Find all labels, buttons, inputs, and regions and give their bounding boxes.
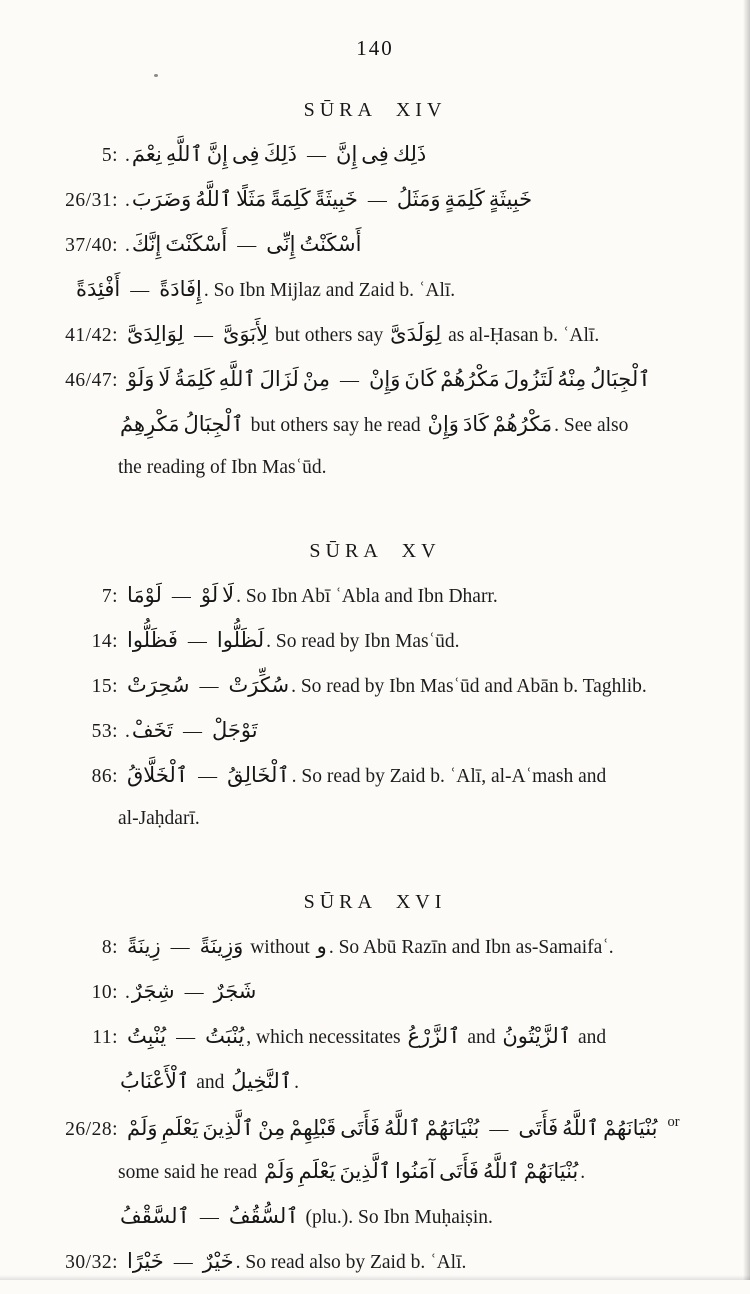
dash-separator: — [171,586,191,607]
table-row [60,718,698,763]
dash-separator: — [173,1252,193,1273]
arabic-phrase [125,673,192,697]
verse-number: 14: [91,631,118,652]
english-text: . [125,721,130,742]
english-text: but others say [270,325,389,346]
dash-separator: — [339,370,359,391]
arabic-word: ٱلزَّرْعُ [407,1024,461,1048]
arabic-phrase [125,322,186,346]
arabic-word: ٱلَّذِينَ [339,1159,392,1183]
arabic-word: ٱلَّذِينَ [202,1116,254,1140]
table-row [60,322,698,367]
english-text: . [125,982,130,1003]
arabic-word: ٱللَّهُ [562,1116,600,1140]
arabic-phrase [130,718,175,742]
arabic-phrase [212,979,259,1003]
arabic-phrase [516,1116,659,1140]
table-row [60,142,698,187]
scan-speck [154,74,158,77]
arabic-word: و [316,934,327,958]
line-content [118,457,698,479]
line-content [125,142,698,167]
arabic-word: ٱلسُّقُفُ [228,1204,299,1228]
arabic-phrase [405,1024,462,1048]
dash-separator: — [170,937,190,958]
arabic-word: إِنَّكَ [131,232,162,256]
line-content [125,1024,698,1049]
english-text: . So read also by Zaid b. ʿAlī. [235,1252,467,1273]
line-content [125,187,698,212]
entry-line [60,979,698,1024]
arabic-word: شَجَرٌ [213,979,257,1003]
arabic-word: أَسْكَنْتَ [165,232,228,256]
entry-line [60,934,698,979]
arabic-phrase [125,628,180,652]
dash-separator: — [193,325,213,346]
english-text: as al-Ḥasan b. ʿAlī. [443,325,600,346]
entry-line [60,322,698,367]
arabic-word: خَيْرًا [127,1249,164,1273]
english-text: and [462,1027,501,1048]
sura-heading: SŪRA XV [309,540,441,562]
arabic-word: بُنْيَانَهُمْ [523,1159,579,1183]
arabic-word: إِنَّ [336,142,358,166]
dash-separator: — [176,1027,196,1048]
entry-line [60,232,698,277]
english-text: . So read by Ibn Masʿūd. [266,631,460,652]
arabic-word: يَعْلَمِ [298,1159,336,1183]
arabic-phrase [229,1069,294,1093]
line-content [118,1069,698,1094]
entry-line [60,673,698,718]
english-text: . So read by Zaid b. ʿAlī, al-Aʿmash and [291,766,607,787]
arabic-word: ٱللَّهُ [195,187,233,211]
arabic-word: لَظَلُّوا [216,628,265,652]
entry-line [60,457,698,502]
line-content [125,1249,698,1274]
verse-number: 7: [101,586,118,607]
english-text: . [294,1072,299,1093]
table-row [60,232,698,322]
line-content [125,673,698,698]
sections-root [0,99,750,1294]
verse-number: 26/31: [65,190,118,211]
arabic-word: ٱللَّهِ [165,142,203,166]
table-row [60,187,698,232]
table-row [60,979,698,1024]
arabic-word: سُكِّرَتْ [228,673,290,697]
arabic-word: أَسْكَنْتُ [299,232,362,256]
entry-line [60,808,698,853]
verse-number: 26/28: [65,1119,118,1140]
arabic-word: وَضَرَبَ [131,187,192,211]
arabic-word: يُنْبِتُ [127,1024,167,1048]
arabic-phrase [225,763,292,787]
arabic-word: وَإِنْ [368,367,401,391]
arabic-word: وَلَوْ [127,367,155,391]
entry-line [60,187,698,232]
arabic-phrase [210,718,260,742]
arabic-word: لَا [222,583,235,607]
english-text: . See also [554,415,629,436]
arabic-word: ٱللَّهُ [384,1116,421,1140]
arabic-word: زِينَةً [127,934,161,958]
english-text: some said he read [118,1162,263,1183]
dash-separator: — [199,1207,219,1228]
arabic-word: ذَلِكَ [263,142,298,166]
line-content [125,322,698,347]
arabic-word: لِأَبَوَىَّ [222,322,269,346]
arabic-word: نِعْمَ [131,142,162,166]
line-content [74,277,698,302]
or-superscript: or [667,1114,680,1130]
arabic-word: لَزَالَ [259,367,299,391]
line-content [125,979,698,1004]
line-content [118,1204,698,1229]
english-text: . So Ibn Abī ʿAbla and Ibn Dharr. [236,586,498,607]
line-content [125,232,698,257]
arabic-phrase [157,277,204,301]
arabic-word: ٱلْخَلَّاقُ [127,763,189,787]
arabic-word: ٱلسَّقْفُ [120,1204,190,1228]
arabic-word: كَلِمَةٍ [444,187,485,211]
arabic-word: مَكْرِهِمُ [120,412,180,436]
entry-line [60,583,698,628]
entry-line [60,412,698,457]
line-content [125,934,698,959]
arabic-phrase [199,583,236,607]
arabic-word: يُنْبَتُ [205,1024,245,1048]
dash-separator: — [187,631,207,652]
page-number: 140 [356,36,394,60]
arabic-word: فِى [361,142,389,166]
dash-separator: — [489,1119,509,1140]
arabic-word: إِفَادَةً [159,277,202,301]
arabic-phrase [130,142,299,166]
arabic-word: تَوْجَلْ [212,718,258,742]
arabic-phrase [388,322,443,346]
arabic-word: خَبِيثَةٍ [488,187,533,211]
arabic-phrase [395,187,534,211]
arabic-word: لَوْمَا [127,583,162,607]
dash-separator: — [130,280,150,301]
line-content [125,1114,698,1141]
arabic-phrase [118,412,246,436]
arabic-phrase [125,1116,481,1140]
dash-separator: — [184,982,204,1003]
arabic-word: وَإِنْ [427,412,459,436]
sura-heading: SŪRA XVI [303,891,447,913]
arabic-word: ٱللَّهُ [482,1159,520,1183]
arabic-word: إِنِّى [266,232,296,256]
arabic-word: كَانَ [404,367,437,391]
line-content [125,583,698,608]
arabic-word: لِوَالِدَىَّ [127,322,184,346]
arabic-word: كَادَ [462,412,489,436]
arabic-word: يَعْلَمِ [161,1116,199,1140]
entry-line [60,763,698,808]
arabic-phrase [125,934,163,958]
sura-heading: SŪRA XIV [303,99,447,121]
arabic-word: سُحِرَتْ [127,673,190,697]
entry-line [60,1204,698,1249]
arabic-phrase [125,367,332,391]
entry-line [60,1114,698,1159]
arabic-word: مِنْ [257,1116,286,1140]
verse-number: 5: [101,145,118,166]
arabic-phrase [201,1249,236,1273]
english-text: , which necessitates [246,1027,406,1048]
entry-line [60,718,698,763]
english-text: . [125,190,130,211]
entry-line [60,1024,698,1069]
verse-number: 10: [91,982,118,1003]
arabic-phrase [315,934,329,958]
arabic-phrase [334,142,428,166]
table-row [60,1114,698,1249]
entries-block [0,934,750,1294]
english-text: . So Abū Razīn and Ibn as-Samaifaʿ. [328,937,614,958]
english-text: but others say he read [245,415,426,436]
arabic-word: ٱلزَّيْتُونُ [502,1024,572,1048]
entry-line [60,277,698,322]
arabic-word: وَزِينَةً [199,934,244,958]
arabic-word: خَيْرٌ [202,1249,234,1273]
arabic-word: تَخَفْ [131,718,174,742]
line-content [125,763,698,788]
dash-separator: — [183,721,203,742]
verse-number: 37/40: [65,235,118,256]
arabic-phrase [125,763,190,787]
arabic-phrase [130,232,229,256]
english-text: and [191,1072,230,1093]
english-text: and [573,1027,607,1048]
english-text: . [125,145,130,166]
entry-line [60,142,698,187]
arabic-phrase [262,1159,580,1183]
line-content [125,628,698,653]
arabic-word: مِنْهُ [557,367,587,391]
dash-separator: — [367,190,387,211]
arabic-phrase [125,1249,166,1273]
arabic-word: ٱللَّهِ [218,367,256,391]
english-text: . So read by Ibn Masʿūd and Abān b. Taghlib. [291,676,647,697]
arabic-word: لَوْ [200,583,219,607]
line-content [118,412,698,437]
entry-line [60,1159,698,1204]
verse-number: 86: [91,766,118,787]
arabic-phrase [227,673,292,697]
table-row [60,583,698,628]
arabic-word: فِى [232,142,260,166]
arabic-word: فَظَلُّوا [127,628,178,652]
line-content [118,1159,698,1184]
dash-separator: — [199,676,219,697]
table-row [60,1249,698,1294]
line-content [125,718,698,743]
arabic-phrase [130,187,360,211]
arabic-word: ٱلنَّخِيلُ [231,1069,293,1093]
entry-line [60,1069,698,1114]
table-row [60,763,698,853]
table-row [60,673,698,718]
verse-number: 53: [91,721,118,742]
arabic-word: ٱلْأَعْنَابُ [120,1069,190,1093]
arabic-phrase [500,1024,573,1048]
table-row [60,1024,698,1114]
entries-block [0,142,750,502]
arabic-word: وَلَمْ [127,1116,158,1140]
entry-line [60,367,698,412]
arabic-word: ٱلْجِبَالُ [183,412,244,436]
arabic-word: لِوَلَدَىَّ [390,322,442,346]
arabic-word: قَبْلِهِمْ [289,1116,337,1140]
arabic-phrase [130,979,177,1003]
arabic-word: كَلِمَةُ [174,367,215,391]
arabic-word: وَمَثَلُ [396,187,441,211]
arabic-word: فَأَتَى [518,1116,559,1140]
arabic-word: ٱلْجِبَالُ [590,367,651,391]
arabic-phrase [125,583,164,607]
english-text: al-Jaḥdarī. [118,808,200,829]
arabic-word: مَكْرُهُمْ [440,367,500,391]
arabic-phrase [367,367,653,391]
table-row [60,934,698,979]
arabic-word: لَتَزُولَ [503,367,554,391]
arabic-phrase [74,277,122,301]
arabic-word: لَا [158,367,171,391]
english-text: without [245,937,315,958]
arabic-word: شِجَرٌ [131,979,175,1003]
english-text: . [580,1162,586,1183]
line-content [125,367,698,392]
arabic-word: مِنْ [302,367,330,391]
arabic-word: إِنَّ [206,142,229,166]
arabic-word: خَبِيثَةً [314,187,358,211]
arabic-phrase [221,322,270,346]
arabic-phrase [198,934,246,958]
arabic-word: وَلَمْ [264,1159,295,1183]
dash-separator: — [307,145,327,166]
arabic-word: آمَنُوا [395,1159,436,1183]
entry-line [60,1249,698,1294]
english-text: . So Ibn Mijlaz and Zaid b. ʿAlī. [203,280,456,301]
arabic-word: بُنْيَانَهُمْ [424,1116,480,1140]
english-text: . [125,235,130,256]
arabic-word: ذَلِك [392,142,427,166]
arabic-word: بُنْيَانَهُمْ [603,1116,658,1140]
verse-number: 46/47: [65,370,118,391]
arabic-phrase [125,1024,168,1048]
arabic-word: أَفْئِدَةً [76,277,121,301]
english-text: (plu.). So Ibn Muḥaiṣin. [300,1207,493,1228]
dash-separator: — [237,235,257,256]
arabic-word: مَثَلًا [236,187,267,211]
arabic-word: ٱلْخَالِقُ [227,763,290,787]
line-content [118,808,698,830]
verse-number: 30/32: [65,1252,118,1273]
table-row [60,628,698,673]
arabic-phrase [203,1024,246,1048]
arabic-phrase [264,232,363,256]
verse-number: 8: [101,937,118,958]
table-row [60,367,698,502]
arabic-phrase [118,1204,192,1228]
verse-number: 11: [92,1027,118,1048]
english-text: the reading of Ibn Masʿūd. [118,457,327,478]
dash-separator: — [198,766,218,787]
entry-line [60,628,698,673]
arabic-phrase [426,412,555,436]
arabic-phrase [227,1204,301,1228]
verse-number: 41/42: [65,325,118,346]
verse-number: 15: [91,676,118,697]
arabic-word: مَكْرُهُمْ [492,412,553,436]
arabic-phrase [118,1069,191,1093]
arabic-phrase [215,628,266,652]
arabic-word: فَأَتَى [340,1116,380,1140]
arabic-word: فَأَتَى [439,1159,479,1183]
arabic-word: كَلِمَةً [270,187,311,211]
entries-block [0,583,750,853]
